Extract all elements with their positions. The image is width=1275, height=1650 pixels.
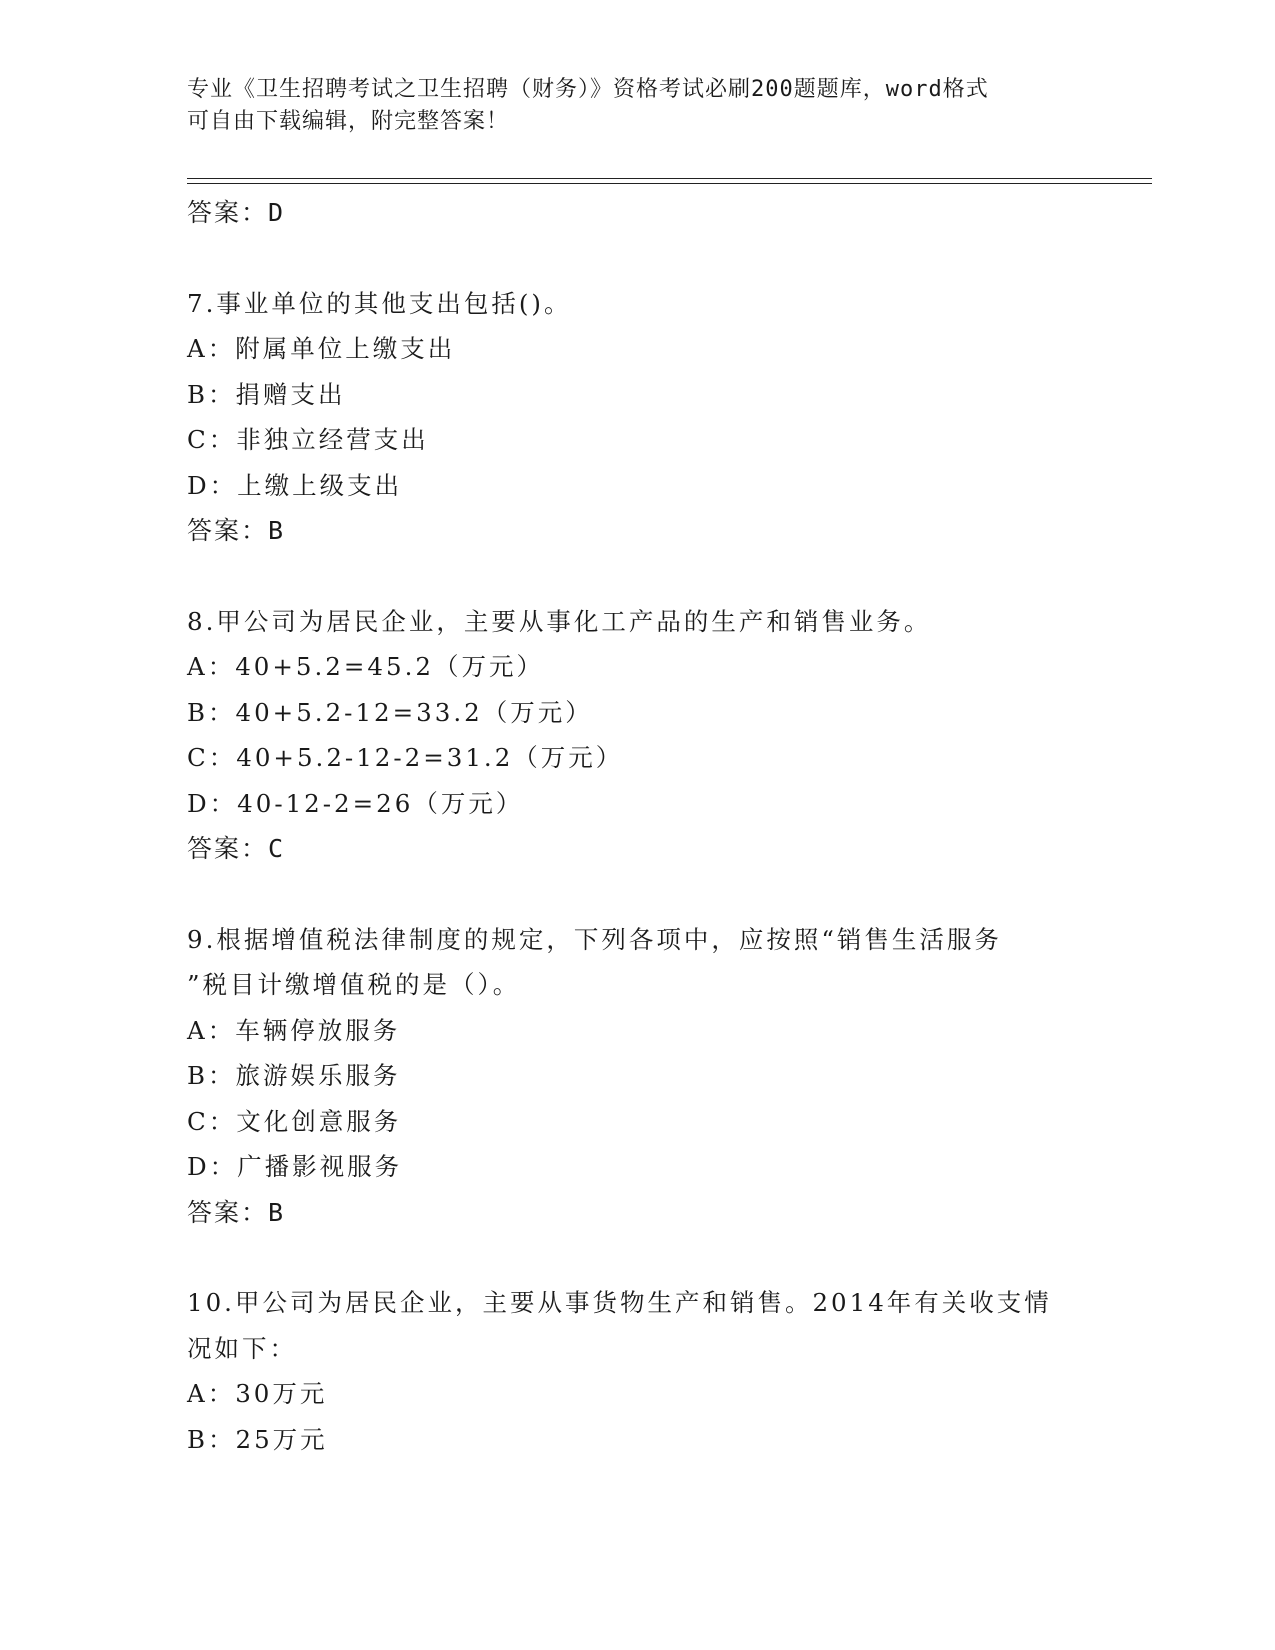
question-block (187, 1280, 1087, 1462)
question-stem: 10.甲公司为居民企业，主要从事货物生产和销售。2014年有关收支情 (187, 1288, 1052, 1317)
answer-line: 答案：B (187, 516, 286, 545)
header-line-1: 专业《卫生招聘考试之卫生招聘（财务）》资格考试必刷200题题库，word格式 (187, 77, 989, 102)
question-stem-continued: 况如下： (187, 1333, 297, 1363)
header-rule-bottom (187, 183, 1152, 184)
spacer (187, 554, 1087, 599)
question-stem: 7.事业单位的其他支出包括()。 (187, 288, 572, 318)
question-block (187, 917, 1087, 1236)
option-d: D：广播影视服务 (187, 1152, 403, 1181)
question-block (187, 599, 1087, 872)
option-b: B：25万元 (187, 1424, 328, 1454)
option-b: B：旅游娱乐服务 (187, 1061, 401, 1090)
option-a: A：附属单位上缴支出 (187, 334, 456, 363)
spacer (187, 872, 1087, 917)
question-list (187, 190, 1087, 1462)
option-c: C：非独立经营支出 (187, 425, 429, 454)
document-header (187, 74, 1067, 138)
header-line-2: 可自由下载编辑，附完整答案！ (187, 109, 510, 134)
option-c: C：文化创意服务 (187, 1106, 402, 1136)
option-a: A：30万元 (187, 1379, 328, 1408)
header-rule-top (187, 178, 1152, 179)
question-block (187, 281, 1087, 554)
spacer (187, 236, 1087, 281)
option-d: D：40-12-2=26（万元） (187, 788, 524, 818)
answer-line: 答案：B (187, 1197, 286, 1227)
option-d: D：上缴上级支出 (187, 470, 403, 500)
answer-line: 答案：C (187, 834, 286, 863)
option-c: C：40+5.2-12-2=31.2（万元） (187, 743, 624, 772)
option-b: B：40+5.2-12=33.2（万元） (187, 697, 593, 727)
answer-line: 答案：D (187, 198, 286, 227)
option-a: A：40+5.2=45.2（万元） (187, 652, 544, 681)
question-stem: 9.根据增值税法律制度的规定，下列各项中，应按照“销售生活服务 (187, 924, 1002, 954)
question-stem-continued: ”税目计缴增值税的是（）。 (187, 970, 521, 999)
option-b: B：捐赠支出 (187, 379, 346, 409)
option-a: A：车辆停放服务 (187, 1015, 401, 1045)
spacer (187, 1235, 1087, 1280)
question-stem: 8.甲公司为居民企业，主要从事化工产品的生产和销售业务。 (187, 606, 932, 636)
